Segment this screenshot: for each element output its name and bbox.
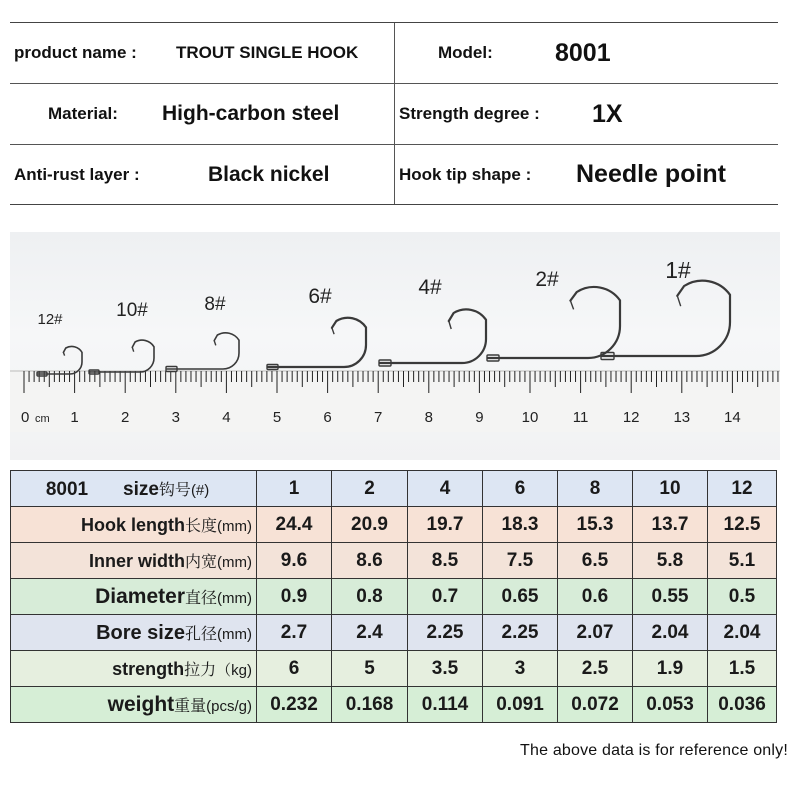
table-cell: 2.04 — [708, 615, 777, 651]
table-cell: 5 — [332, 651, 408, 687]
row-label-en: strength — [112, 658, 185, 679]
hook-label: 8# — [204, 294, 226, 315]
table-row-bore-size — [11, 615, 777, 651]
row-label-zh: 长度 — [185, 517, 218, 535]
table-cell: 8.5 — [408, 543, 483, 579]
table-cell: 0.232 — [257, 687, 332, 723]
product-name-label: product name : — [14, 43, 137, 62]
row-label-en: Diameter — [95, 584, 185, 608]
row-label-unit: (pcs/g) — [206, 697, 252, 715]
hook-label: 4# — [418, 276, 442, 299]
hook-tip-value: Needle point — [576, 160, 727, 188]
hook-label: 6# — [308, 285, 332, 308]
ruler-number: 8 — [424, 409, 433, 426]
hook-label: 12# — [37, 311, 63, 328]
row-label-unit: (mm) — [217, 589, 252, 607]
ruler-unit: cm — [35, 413, 50, 425]
spec-row-material — [10, 84, 778, 145]
ruler-number: 0 — [21, 409, 30, 426]
row-label — [11, 615, 257, 651]
table-cell: 0.9 — [257, 579, 332, 615]
row-label-unit: (mm) — [217, 517, 252, 535]
row-label-zh: 直径 — [185, 589, 218, 607]
table-cell: 6 — [257, 651, 332, 687]
strength-degree-value: 1X — [592, 99, 623, 128]
table-cell: 9.6 — [257, 543, 332, 579]
product-name-value: TROUT SINGLE HOOK — [176, 43, 359, 62]
row-label-zh: 重量 — [174, 697, 207, 715]
hook-barb — [449, 321, 451, 329]
material-label: Material: — [48, 104, 118, 123]
table-cell: 0.65 — [483, 579, 558, 615]
table-cell: 2.07 — [558, 615, 633, 651]
row-label-en: Bore size — [96, 621, 185, 644]
table-cell: 13.7 — [633, 507, 708, 543]
ruler — [10, 370, 780, 432]
hook-barb — [132, 347, 133, 351]
hook-ruler-illustration — [10, 232, 780, 460]
row-label-en: weight — [107, 692, 175, 716]
table-cell: 0.036 — [708, 687, 777, 723]
hook-6# — [268, 318, 366, 367]
table-cell: 0.55 — [633, 579, 708, 615]
ruler-number: 3 — [171, 409, 180, 426]
antirust-label: Anti-rust layer : — [14, 164, 140, 184]
row-label-zh: 孔径 — [185, 625, 218, 643]
spec-table — [10, 22, 778, 205]
table-cell: 8.6 — [332, 543, 408, 579]
ruler-number: 10 — [521, 409, 539, 426]
header-label-cell — [11, 471, 257, 507]
row-label-zh: 内宽 — [185, 553, 218, 571]
table-row-hook-length — [11, 507, 777, 543]
table-cell: 2.04 — [633, 615, 708, 651]
row-label — [11, 651, 257, 687]
table-row-inner-width — [11, 543, 777, 579]
table-cell: 0.168 — [332, 687, 408, 723]
model-label: Model: — [438, 43, 493, 62]
table-cell: 0.072 — [558, 687, 633, 723]
ruler-number: 13 — [673, 409, 691, 426]
ruler-number: 4 — [222, 409, 231, 426]
row-label — [11, 543, 257, 579]
size-header-cell: 10 — [633, 471, 708, 507]
hook-barb — [214, 341, 216, 346]
table-cell: 0.5 — [708, 579, 777, 615]
ruler-number: 9 — [475, 409, 484, 426]
size-header-cell: 12 — [708, 471, 777, 507]
row-label-en: Hook length — [81, 514, 185, 535]
size-label-zh: 钩号 — [158, 481, 191, 499]
size-header-cell: 4 — [408, 471, 483, 507]
table-cell: 20.9 — [332, 507, 408, 543]
row-label-unit: (mm) — [217, 553, 252, 571]
table-cell: 1.5 — [708, 651, 777, 687]
footnote: The above data is for reference only! — [520, 742, 788, 759]
spec-row-coating — [10, 145, 778, 204]
size-header-cell: 8 — [558, 471, 633, 507]
row-label-unit: （kg) — [216, 661, 252, 679]
size-header-cell: 1 — [257, 471, 332, 507]
model-value: 8001 — [555, 38, 611, 67]
table-cell: 2.25 — [483, 615, 558, 651]
table-cell: 0.091 — [483, 687, 558, 723]
row-label-zh: 拉力 — [184, 661, 217, 679]
hook-data-table — [10, 470, 777, 723]
table-cell: 19.7 — [408, 507, 483, 543]
hook-tip-label: Hook tip shape : — [399, 164, 532, 184]
hook-barb — [63, 352, 64, 355]
table-cell: 1.9 — [633, 651, 708, 687]
ruler-number: 2 — [121, 409, 130, 426]
table-cell: 24.4 — [257, 507, 332, 543]
ruler-number: 14 — [724, 409, 741, 426]
table-cell: 0.6 — [558, 579, 633, 615]
table-cell: 3.5 — [408, 651, 483, 687]
size-label-unit: (#) — [190, 481, 210, 499]
hook-barb — [677, 296, 680, 306]
table-cell: 5.1 — [708, 543, 777, 579]
hooks — [37, 281, 730, 376]
table-row-diameter — [11, 579, 777, 615]
material-value: High-carbon steel — [162, 102, 340, 125]
ruler-number: 5 — [272, 409, 282, 426]
table-cell: 2.4 — [332, 615, 408, 651]
table-cell: 0.114 — [408, 687, 483, 723]
hook-10# — [90, 340, 154, 372]
table-header-row — [11, 471, 777, 507]
hook-label: 2# — [535, 268, 559, 291]
hook-barb — [570, 301, 573, 310]
hook-size-labels — [37, 257, 691, 328]
row-label-unit: (mm) — [217, 625, 252, 643]
hook-4# — [380, 309, 486, 363]
ruler-number: 1 — [70, 409, 79, 426]
hook-1# — [602, 281, 730, 356]
table-cell: 18.3 — [483, 507, 558, 543]
size-label-en: size — [123, 478, 159, 500]
hook-label: 10# — [116, 300, 148, 321]
hook-size-photo — [10, 232, 780, 460]
spec-row-product — [10, 23, 778, 84]
ruler-number: 12 — [622, 409, 640, 426]
size-header-cell: 6 — [483, 471, 558, 507]
size-header-cell: 2 — [332, 471, 408, 507]
antirust-value: Black nickel — [208, 162, 330, 186]
row-label — [11, 507, 257, 543]
hook-label: 1# — [665, 257, 691, 283]
strength-degree-label: Strength degree : — [399, 104, 540, 123]
ruler-number: 6 — [323, 409, 332, 426]
table-cell: 2.7 — [257, 615, 332, 651]
table-row-strength — [11, 651, 777, 687]
table-cell: 7.5 — [483, 543, 558, 579]
table-cell: 0.7 — [408, 579, 483, 615]
table-cell: 15.3 — [558, 507, 633, 543]
ruler-number: 7 — [374, 409, 383, 426]
hook-barb — [332, 328, 334, 334]
table-cell: 3 — [483, 651, 558, 687]
hook-2# — [488, 287, 620, 358]
row-label-en: Inner width — [89, 550, 185, 571]
hook-8# — [167, 333, 239, 369]
hook-12# — [38, 346, 82, 374]
row-label — [11, 687, 257, 723]
row-label — [11, 579, 257, 615]
table-cell: 2.25 — [408, 615, 483, 651]
table-cell: 5.8 — [633, 543, 708, 579]
table-cell: 2.5 — [558, 651, 633, 687]
ruler-number: 11 — [572, 409, 589, 426]
table-row-weight — [11, 687, 777, 723]
table-cell: 12.5 — [708, 507, 777, 543]
model-number: 8001 — [45, 478, 89, 500]
table-cell: 6.5 — [558, 543, 633, 579]
table-cell: 0.053 — [633, 687, 708, 723]
table-cell: 0.8 — [332, 579, 408, 615]
